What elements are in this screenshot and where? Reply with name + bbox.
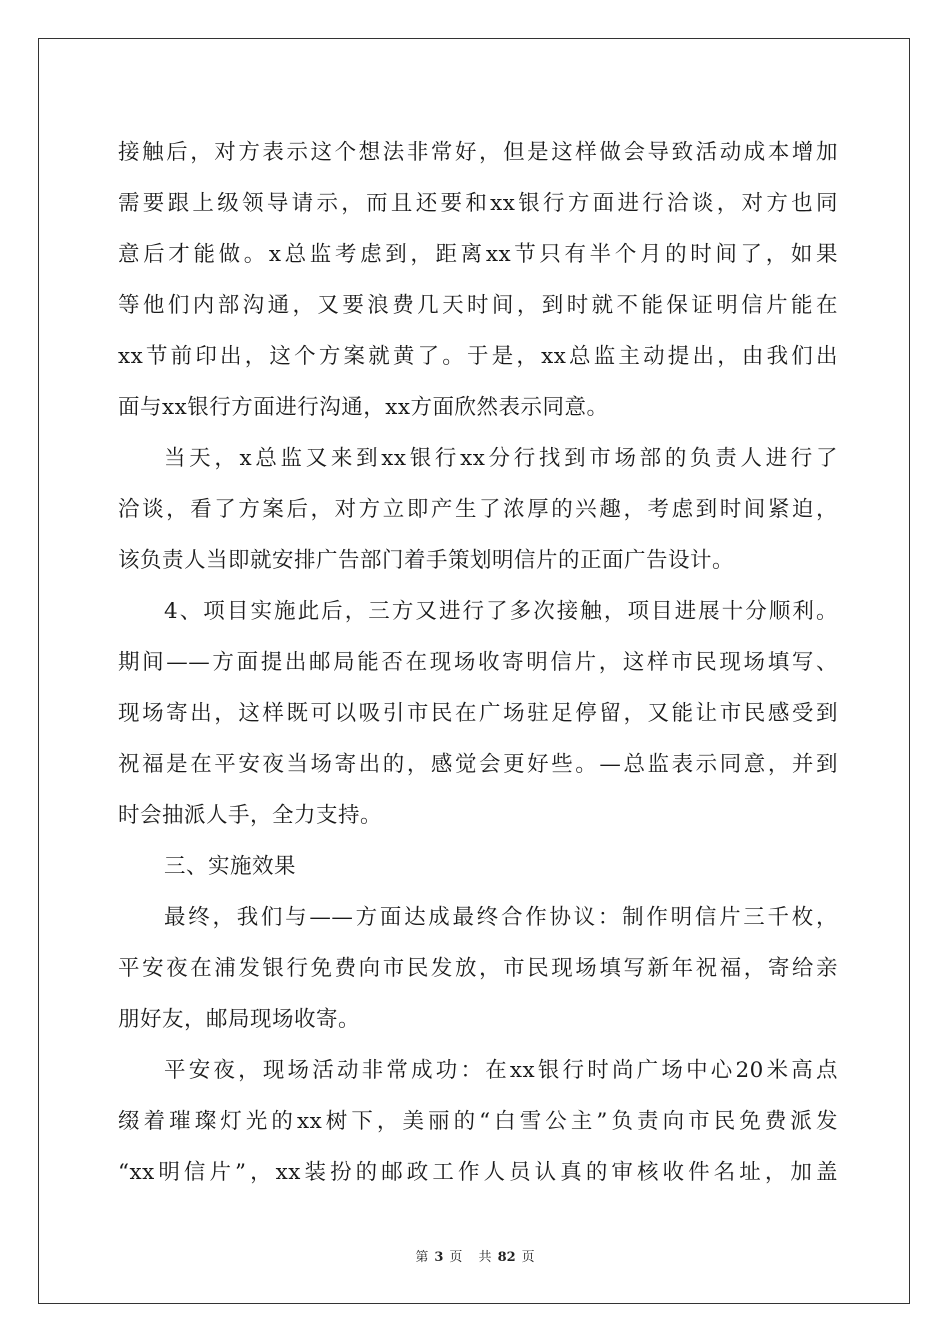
- text-line: 洽谈，看了方案后，对方立即产生了浓厚的兴趣，考虑到时间紧迫，: [118, 497, 838, 522]
- text-line: 朋好友，邮局现场收寄。: [118, 1007, 361, 1032]
- text-line: 缀着璀璨灯光的xx树下，美丽的“白雪公主”负责向市民免费派发: [118, 1109, 838, 1134]
- text-line: 平安夜，现场活动非常成功：在xx银行时尚广场中心20米高点: [164, 1058, 838, 1083]
- text-line: 需要跟上级领导请示，而且还要和xx银行方面进行洽谈，对方也同: [118, 191, 838, 216]
- text-line: 祝福是在平安夜当场寄出的，感觉会更好些。—总监表示同意，并到: [118, 752, 838, 777]
- text-line: 三、实施效果: [164, 854, 297, 879]
- page-number: 第 3 页: [415, 1250, 463, 1265]
- text-line: 现场寄出，这样既可以吸引市民在广场驻足停留，又能让市民感受到: [118, 701, 838, 726]
- text-line: 意后才能做。x总监考虑到，距离xx节只有半个月的时间了，如果: [118, 242, 838, 267]
- text-line: 等他们内部沟通，又要浪费几天时间，到时就不能保证明信片能在: [118, 293, 838, 318]
- text-line: 期间——方面提出邮局能否在现场收寄明信片，这样市民现场填写、: [118, 650, 838, 675]
- text-line: 4、项目实施此后，三方又进行了多次接触，项目进展十分顺利。: [164, 599, 838, 624]
- text-line: 当天，x总监又来到xx银行xx分行找到市场部的负责人进行了: [164, 446, 838, 471]
- page-footer: [0, 1246, 950, 1265]
- text-line: 时会抽派人手，全力支持。: [118, 803, 383, 828]
- text-line: 该负责人当即就安排广告部门着手策划明信片的正面广告设计。: [118, 548, 735, 573]
- page-total: 共 82 页: [478, 1250, 535, 1265]
- text-line: 面与xx银行方面进行沟通，xx方面欣然表示同意。: [118, 395, 609, 420]
- text-line: 平安夜在浦发银行免费向市民发放，市民现场填写新年祝福，寄给亲: [118, 956, 838, 981]
- text-line: “xx明信片”，xx装扮的邮政工作人员认真的审核收件名址，加盖: [118, 1160, 838, 1185]
- document-body: [118, 127, 838, 1198]
- text-line: xx节前印出，这个方案就黄了。于是，xx总监主动提出，由我们出: [118, 344, 838, 369]
- text-line: 接触后，对方表示这个想法非常好，但是这样做会导致活动成本增加: [118, 140, 838, 165]
- text-line: 最终，我们与——方面达成最终合作协议：制作明信片三千枚，: [164, 905, 838, 930]
